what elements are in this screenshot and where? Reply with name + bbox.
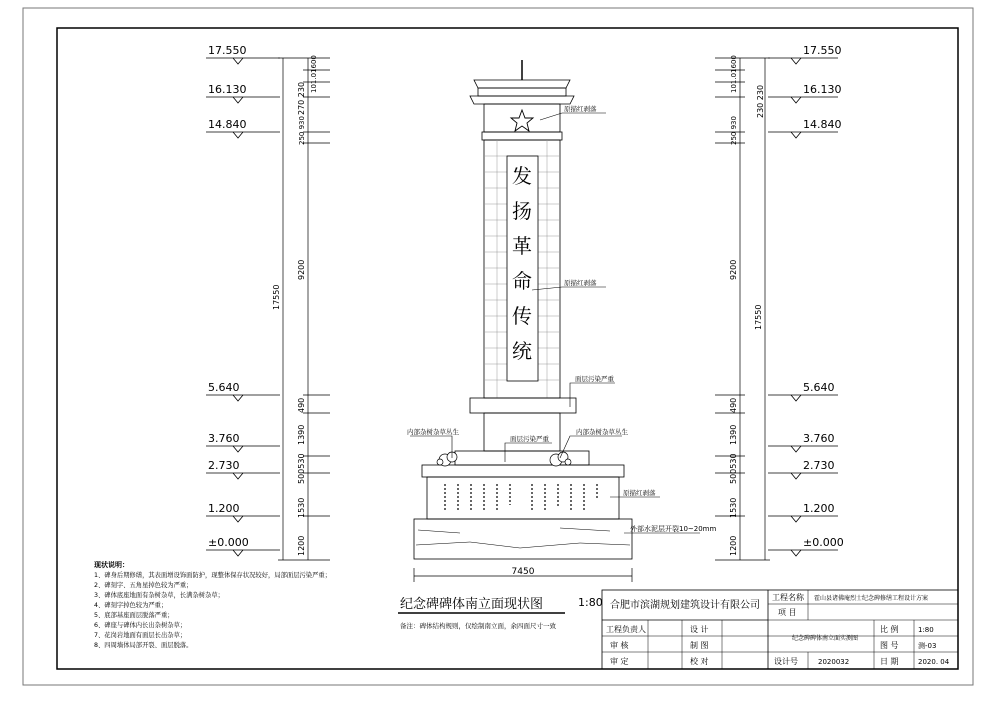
bush-right-icon <box>550 452 571 466</box>
left-dim-top-a: 270 230 <box>297 81 306 115</box>
left-level-4: 5.640 <box>208 381 240 394</box>
notes-item: 3、碑体底座地面有杂树杂草，长满杂树杂草； <box>94 592 224 599</box>
drawing-title-scale: 1:80 <box>578 596 603 609</box>
right-level-2: 16.130 <box>803 83 842 96</box>
company-name: 合肥市滨湖规划建筑设计有限公司 <box>610 600 760 611</box>
left-dim-seg-4: 1390 <box>297 424 306 445</box>
callout-top-paint: 原描红剥落 <box>564 105 597 113</box>
right-dim-top-b: 101.01600 <box>730 55 738 93</box>
left-levels <box>206 58 280 556</box>
base-width-label: 7450 <box>511 567 535 577</box>
right-dim-seg-5: 490 <box>729 397 738 413</box>
callout-leaders <box>410 113 700 533</box>
sheet-value: 测-03 <box>918 642 937 650</box>
right-level-6: 2.730 <box>803 459 835 472</box>
inscription-char-5: 传 <box>512 304 532 328</box>
right-dim-top: 230 230 <box>756 84 765 118</box>
left-dim-seg-3: 500530 <box>297 453 306 484</box>
date-label: 日 期 <box>880 657 899 666</box>
notes-item: 7、花岗岩地面有面层长出杂草； <box>94 632 187 639</box>
right-dim-seg-2: 1530 <box>729 497 738 518</box>
notes-item: 5、底部基座面层脱落严重； <box>94 612 174 619</box>
callout-center-dirt: 面层污染严重 <box>510 435 549 443</box>
left-level-7: 1.200 <box>208 502 240 515</box>
role-2-label: 审 核 <box>610 641 629 650</box>
base-inscription-lines <box>445 484 597 512</box>
star-icon <box>511 110 533 131</box>
role-3-label2: 校 对 <box>690 657 709 666</box>
left-level-8: ±0.000 <box>208 536 249 549</box>
drawing-name: 纪念碑碑体南立面实测图 <box>792 635 859 642</box>
right-levels <box>768 58 838 556</box>
callout-shaft-paint: 原描红剥落 <box>564 279 597 287</box>
inscription-char-3: 革 <box>512 234 532 258</box>
inscription-char-6: 统 <box>512 339 532 363</box>
notes-item: 1、碑身后期修缮，其表面增设饰面防护，现整体保存状况较好，局部面层污染严重； <box>94 572 331 579</box>
left-level-3: 14.840 <box>208 118 247 131</box>
right-level-7: 1.200 <box>803 502 835 515</box>
left-level-2: 16.130 <box>208 83 247 96</box>
design-no: 2020032 <box>818 658 850 666</box>
sheet-label: 图 号 <box>880 641 899 650</box>
right-dim-shaft: 9200 <box>729 259 738 280</box>
left-dim-shaft: 9200 <box>297 259 306 280</box>
left-level-1: 17.550 <box>208 44 247 57</box>
right-dim-seg-3: 500530 <box>729 453 738 484</box>
callout-base-paint: 原描红剥落 <box>623 489 656 497</box>
notes-item: 8、四周墙体局部开裂、面层脱落。 <box>94 642 193 649</box>
left-total-height: 17550 <box>272 284 281 310</box>
right-total-height: 17550 <box>754 304 763 330</box>
right-dim-seg-1: 1200 <box>729 535 738 556</box>
right-level-5: 3.760 <box>803 432 835 445</box>
inscription-char-4: 命 <box>512 269 532 293</box>
right-dim-seg-4: 1390 <box>729 424 738 445</box>
role-1-label: 工程负责人 <box>606 625 646 634</box>
left-dim-seg-2: 1530 <box>297 497 306 518</box>
right-level-8: ±0.000 <box>803 536 844 549</box>
left-dim-seg-1: 1200 <box>297 535 306 556</box>
callout-crack: 外部水泥层开裂10~20mm <box>630 525 717 533</box>
role-2-label2: 制 图 <box>690 641 709 650</box>
inscription-char-1: 发 <box>512 164 532 188</box>
notes-item: 4、碑刻字掉色较为严重； <box>94 602 168 609</box>
inscription-char-2: 扬 <box>512 199 532 223</box>
left-level-5: 3.760 <box>208 432 240 445</box>
callout-surface-dirt: 面层污染严重 <box>575 375 614 383</box>
left-dim-top-b: 101.01600 <box>310 55 318 93</box>
drawing-title: 纪念碑碑体南立面现状图 <box>400 597 544 612</box>
design-no-label: 设计号 <box>774 657 798 666</box>
right-level-3: 14.840 <box>803 118 842 131</box>
callout-grass-left: 内部杂树杂草丛生 <box>407 428 459 436</box>
item-label: 项 目 <box>778 608 797 617</box>
right-dim-seg-6: 250 930 <box>730 116 738 145</box>
right-level-4: 5.640 <box>803 381 835 394</box>
scale-label: 比 例 <box>880 625 899 634</box>
left-level-6: 2.730 <box>208 459 240 472</box>
role-1-label2: 设 计 <box>690 625 709 634</box>
bush-left-icon <box>437 452 457 466</box>
date-value: 2020. 04 <box>918 658 950 666</box>
project-name: 霍山县诸佛庵烈士纪念碑修缮工程设计方案 <box>814 595 929 602</box>
notes-item: 2、碑刻字、五角星掉色较为严重； <box>94 582 193 589</box>
notes-item: 6、碑座与碑体内长出杂树杂草； <box>94 622 187 629</box>
left-dim-seg-6: 250 930 <box>298 116 306 145</box>
right-level-1: 17.550 <box>803 44 842 57</box>
drawing-note: 备注：碑体结构规则，仅绘制南立面，余四面尺寸一致 <box>400 622 556 630</box>
scale-value: 1:80 <box>918 626 934 634</box>
role-3-label: 审 定 <box>610 657 629 666</box>
callout-grass-right: 内部杂树杂草丛生 <box>576 428 628 436</box>
project-name-label: 工程名称 <box>772 593 804 602</box>
left-dim-seg-5: 490 <box>297 397 306 413</box>
notes-heading: 现状说明： <box>94 561 129 569</box>
